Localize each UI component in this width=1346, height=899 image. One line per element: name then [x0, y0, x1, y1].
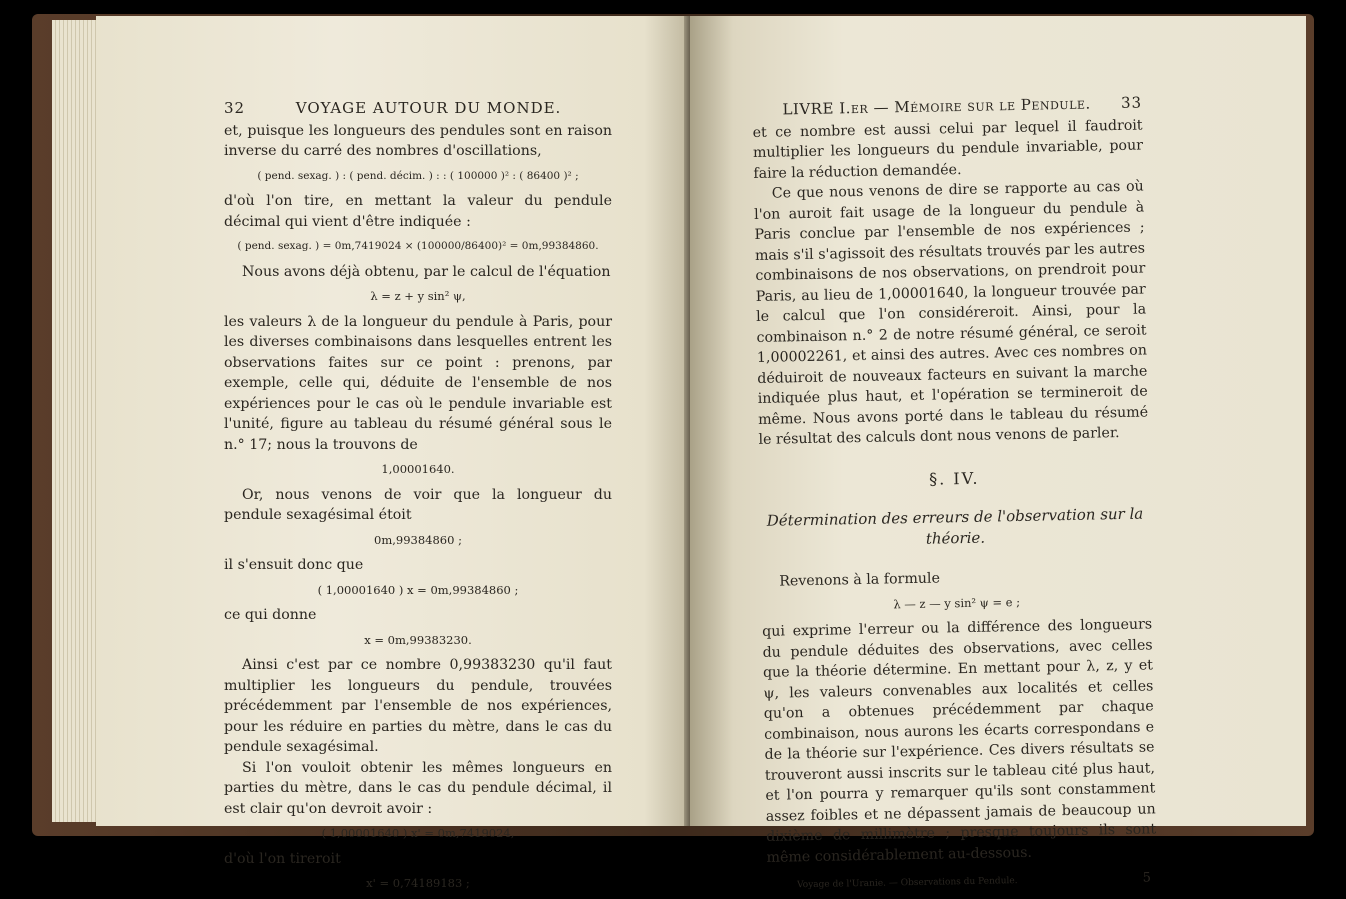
right-page-footer	[767, 868, 1157, 896]
left-formula-4: 1,00001640.	[381, 462, 455, 476]
left-paragraph-8: Ainsi c'est par ce nombre 0,99383230 qu'il faut multiplier les longueurs du pendule, trouvées précédemment par l'ensemble de nos expériences, pour les réduire en parties du mètre, dans le cas du pendule sexagésimal.	[224, 657, 612, 755]
left-formula-1: ( pend. sexag. ) : ( pend. décim. ) : : ( 100000 )² : ( 86400 )² ;	[257, 169, 579, 182]
left-formula-2: ( pend. sexag. ) = 0m,7419024 × (100000/86400)² = 0m,99384860.	[237, 240, 599, 252]
left-paragraph-2: d'où l'on tire, en mettant la valeur du pendule décimal qui vient d'être indiquée :	[224, 193, 612, 230]
left-paragraph-9: Si l'on vouloit obtenir les mêmes longueurs en parties du mètre, dans le cas du pendule décimal, il est clair qu'on devroit avoir :	[224, 759, 612, 817]
left-formula-3: λ = z + y sin² ψ,	[370, 289, 466, 303]
left-formula-9: x' = 0,74189183 ;	[366, 876, 470, 890]
right-paragraph-4: qui exprime l'erreur ou la différence des longueurs du pendule déduites des observations, avec celles que la théorie détermine. En mettant pour λ, z, y et ψ, les valeurs convenables aux localités et celles qu'on a obtenues précédemment par chaque combinaison, nous aurons les écarts correspondans e de la théorie sur l'expérience. Ces divers résultats se trouveront aussi inscrits sur le tableau cité plus haut, et l'on pourra y remarquer qu'ils sont constamment assez foibles et ne dépassent jamais de beaucoup un dixième de millimètre ; presque toujours ils sont même considérablement au-dessous.	[762, 616, 1157, 866]
left-paragraph-7: ce qui donne	[224, 607, 317, 623]
right-paragraph-1: et ce nombre est aussi celui par lequel il faudroit multiplier les longueurs du pendule invariable, pour faire la réduction demandée.	[752, 117, 1144, 182]
right-page-content	[752, 93, 1157, 897]
left-page-number: 32	[224, 99, 246, 117]
right-formula-1: λ — z — y sin² ψ = e ;	[893, 594, 1021, 611]
signature-mark: 5	[1142, 870, 1152, 886]
left-page-content	[224, 98, 612, 899]
left-running-head	[224, 98, 612, 119]
right-page	[690, 16, 1306, 891]
right-running-title: LIVRE I.er — Mémoire sur le Pendule.	[782, 94, 1091, 119]
right-paragraph-3: Revenons à la formule	[779, 570, 941, 590]
left-formula-6: ( 1,00001640 ) x = 0m,99384860 ;	[317, 582, 519, 597]
right-paragraph-2: Ce que nous venons de dire se rapporte au cas où l'on auroit fait usage de la longueur du pendule à Paris conclue par l'ensemble de nos expériences ; mais s'il s'agissoit des résultats trouvés par les autres combinaisons de nos observations, on prendroit pour Paris, au lieu de 1,00001640, la longueur trouvée par le calcul que l'on considéreroit. Ainsi, pour la combinaison n.° 2 de notre résumé général, ce seroit 1,00002261, et ainsi des autres. Avec ces nombres on déduiroit de nouveaux facteurs en suivant la marche indiquée plus haut, et l'opération se termineroit de même. Nous avons porté dans le tableau du résumé le résultat des calculs dont nous venons de parler.	[754, 178, 1149, 448]
left-paragraph-4: les valeurs λ de la longueur du pendule à Paris, pour les diverses combinaisons dans lesquelles entrent les observations faites sur ce point : prenons, par exemple, celle qui, déduite de l'ensemble de nos expériences pour le cas où le pendule invariable est l'unité, figure au tableau du résumé général sous le n.° 17; nous la trouvons de	[224, 313, 612, 453]
section-heading: §. IV.	[928, 468, 980, 489]
left-paragraph-1: et, puisque les longueurs des pendules sont en raison inverse du carré des nombres d'oscillations,	[224, 122, 612, 159]
left-page	[96, 16, 692, 890]
left-formula-7: x = 0m,99383230.	[364, 632, 472, 647]
right-page-number: 33	[1120, 93, 1143, 112]
left-formula-8: ( 1,00001640 ) x' = 0m,7419024,	[321, 826, 515, 840]
left-paragraph-5: Or, nous venons de voir que la longueur du pendule sexagésimal étoit	[224, 486, 612, 523]
footer-note: Voyage de l'Uranie. — Observations du Pendule.	[796, 876, 1018, 891]
left-paragraph-10: d'où l'on tireroit	[224, 850, 341, 867]
section-subtitle: Détermination des erreurs de l'observation sur la théorie.	[766, 504, 1144, 548]
left-formula-5: 0m,99384860 ;	[374, 532, 462, 547]
left-paragraph-3: Nous avons déjà obtenu, par le calcul de l'équation	[242, 263, 611, 280]
left-running-title: VOYAGE AUTOUR DU MONDE.	[295, 99, 562, 117]
left-paragraph-6: il s'ensuit donc que	[224, 557, 364, 573]
